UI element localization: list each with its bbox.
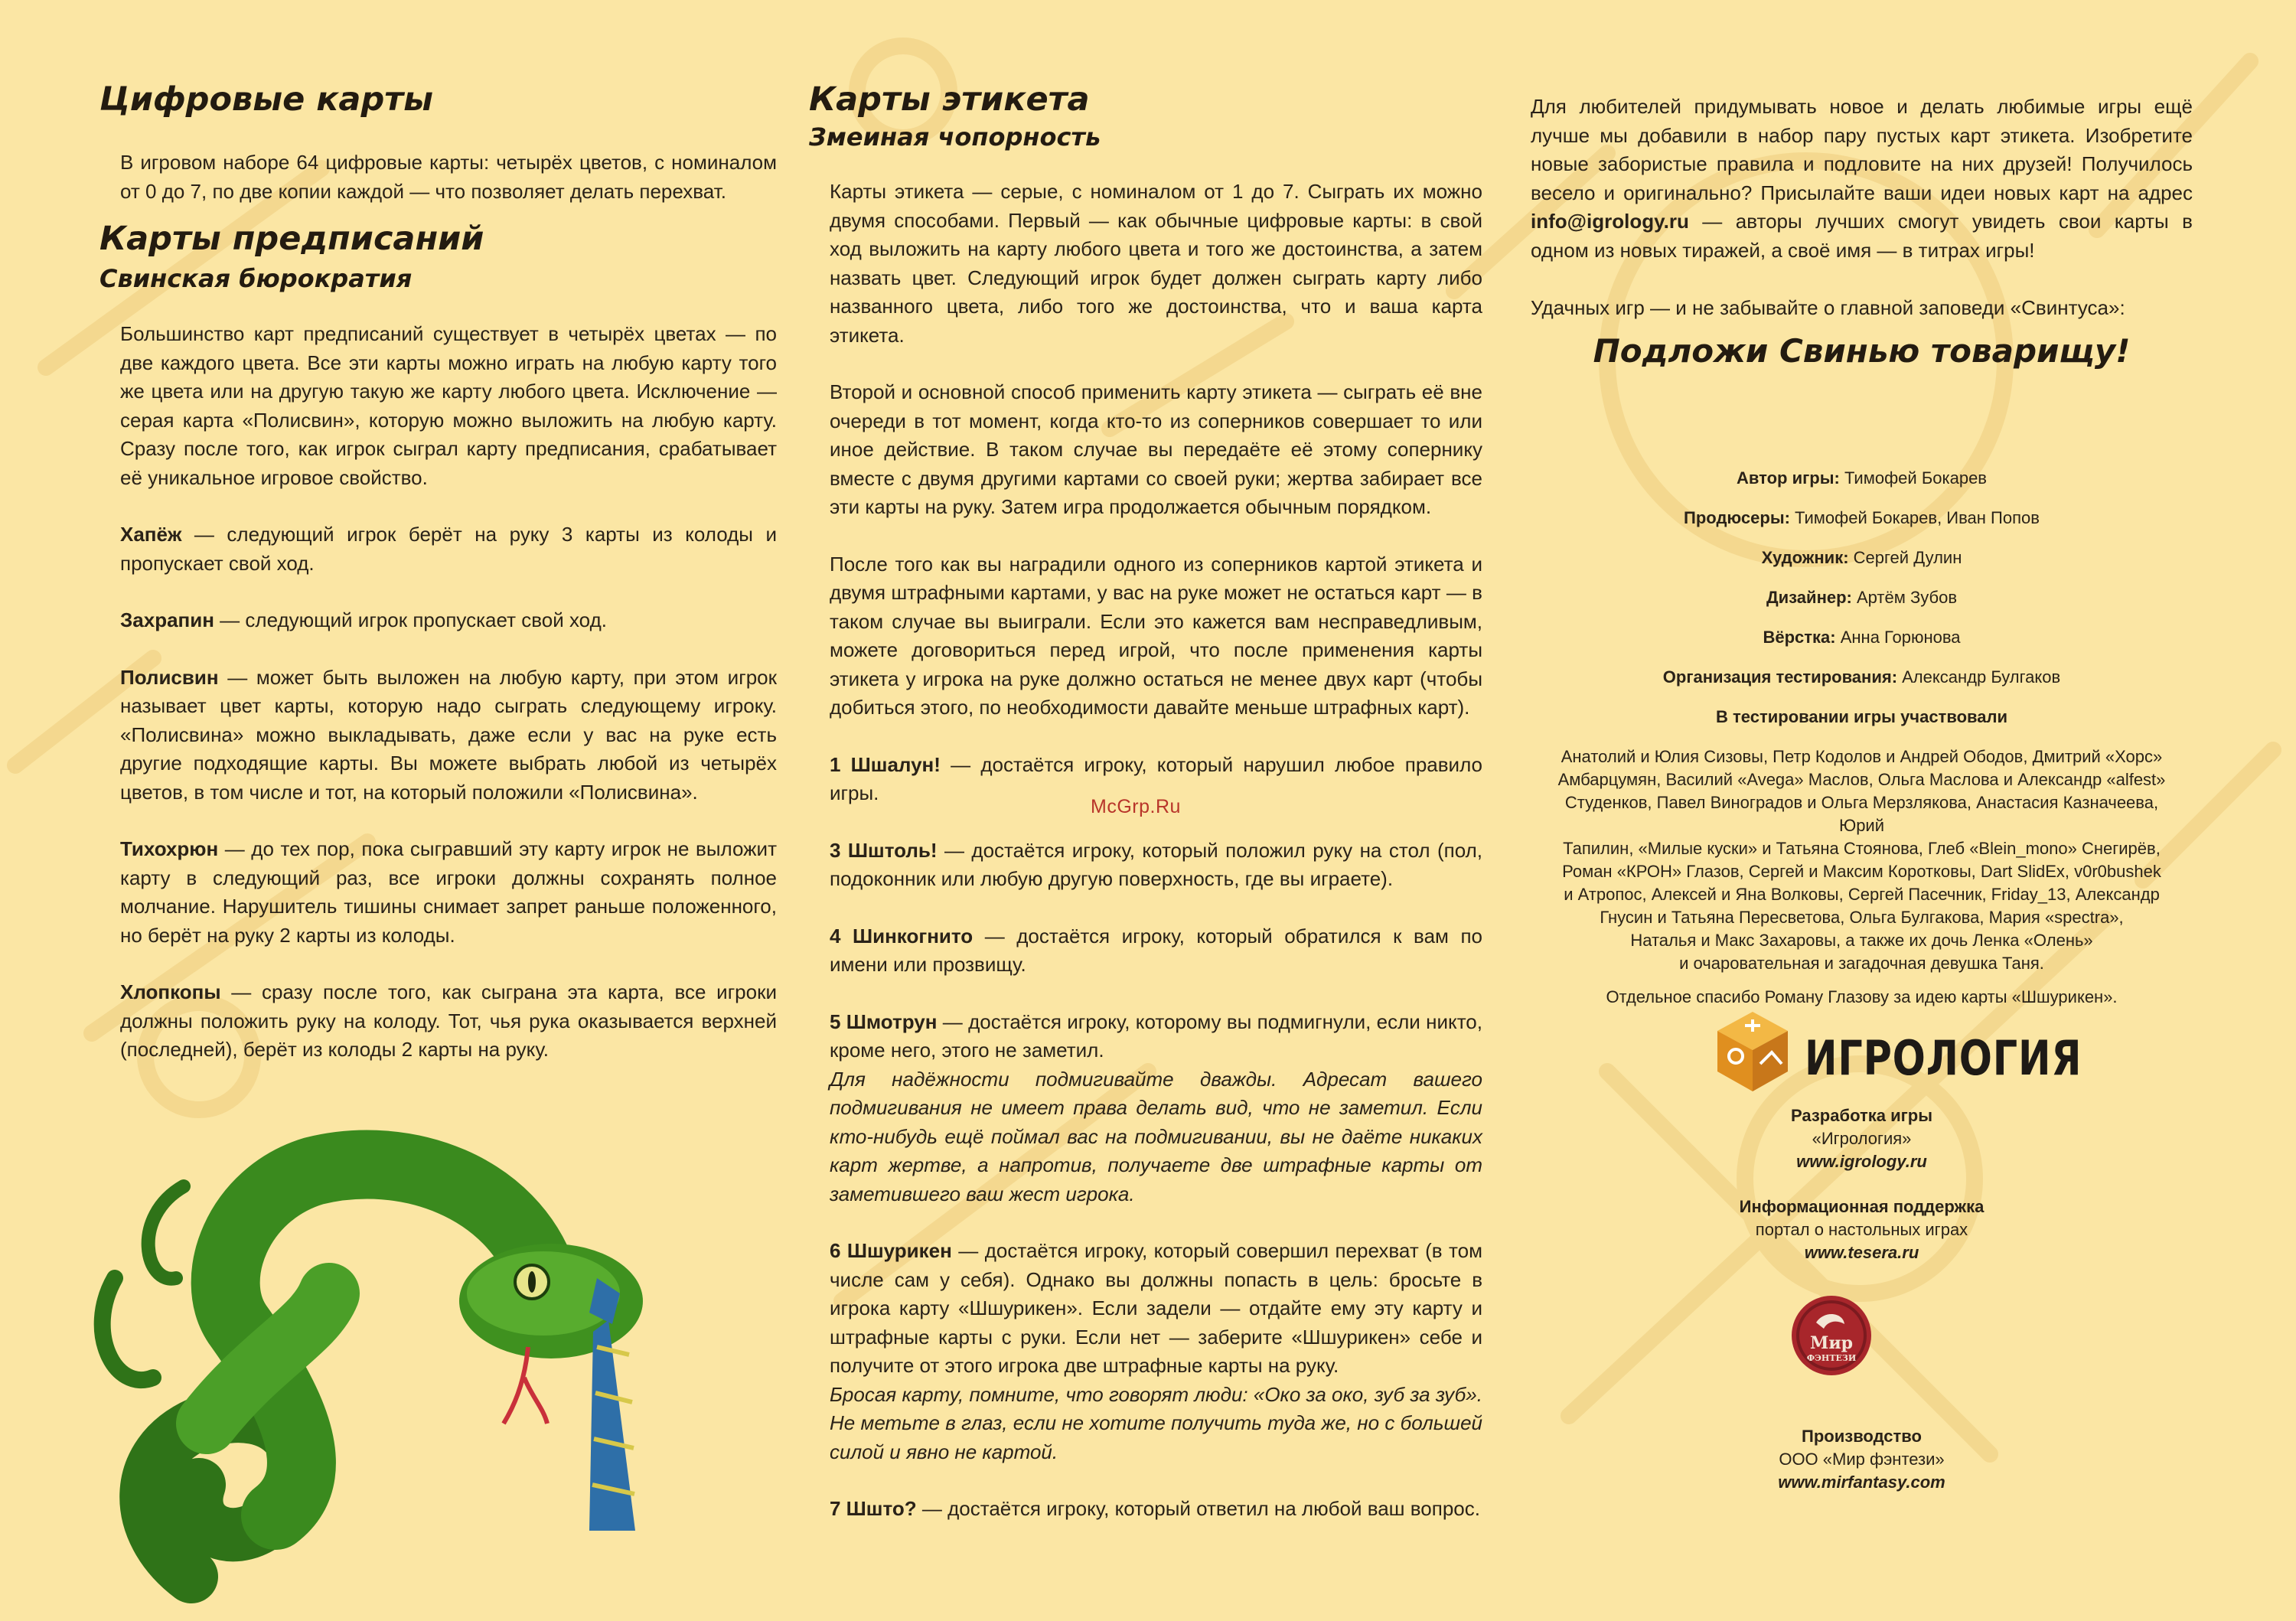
- credit-designer: Дизайнер: Артём Зубов: [1766, 588, 1958, 607]
- mir-fantasy-seal-logo: [1789, 1293, 1874, 1378]
- prescription-text: Большинство карт предписаний существует в четырёх цветах — по две каждого цвета. Все эти карты можно играть на любую карту того же цвета или на другую такую же карту любого цвета. Исключение — серая карта «Полисвин», которую можно выложить на любую карту. Сразу после того, как игрок сыграл карту предписания, срабатывает её уникальное игровое свойство.: [120, 322, 777, 489]
- prescription-cards-subtitle: Свинская бюрократия: [99, 264, 413, 293]
- dice-logo-icon: [1714, 1010, 1791, 1094]
- credit-layout: Вёрстка: Анна Горюнова: [1763, 628, 1961, 647]
- etiquette-card: 6 Шшурикен — достаётся игроку, который совершил перехват (в том числе сам у себя). Однако вы должны попасть в цель: бросьте в игрока карту «Шшурикен». Если задели — отдайте ему эту карту и штрафные карты с руки. Если нет — заберите «Шшурикен» себе и получите от этого игрока две штрафные карты на руку.: [830, 1239, 1482, 1377]
- thanks-text: Отдельное спасибо Роману Глазову за идею карты «Шшурикен».: [1606, 987, 2118, 1006]
- etiquette-cards-subtitle: Змеиная чопорность: [809, 122, 1101, 152]
- developer-block: [1531, 1104, 2193, 1173]
- production-block: [1531, 1425, 2193, 1494]
- etiquette-body: [809, 178, 1482, 1524]
- email-link[interactable]: info@igrology.ru: [1531, 210, 1689, 233]
- etiquette-card-note: Бросая карту, помните, что говорят люди: «Око за око, зуб за зуб». Не метьте в глаз, если не хотите получить туда же, но с большей силой и явно не картой.: [830, 1382, 1482, 1463]
- seal-subtitle: ФЭНТЕЗИ: [1806, 1353, 1857, 1363]
- card-description: Захрапин — следующий игрок пропускает свой ход.: [120, 608, 607, 631]
- etiquette-card: 3 Шштоль! — достаётся игроку, который положил руку на стол (пол, подоконник или любую другую поверхность, где вы играете).: [830, 838, 1482, 890]
- prod-url-link[interactable]: www.mirfantasy.com: [1778, 1473, 1945, 1492]
- prescription-body: [99, 320, 777, 1065]
- etiquette-card: 7 Шшто? — достаётся игроку, который ответил на любой ваш вопрос.: [830, 1497, 1480, 1520]
- etiquette-card-note: Для надёжности подмигивайте дважды. Адресат вашего подмигивания не имеет права делать вид, что не заметил. Если кто-нибудь ещё поймал вас на подмигивании, вы не даёте никаких карт жертве, а напротив, получаете две штрафные карты от заметившего ваш жест игрока.: [830, 1067, 1482, 1205]
- etiquette-second-way: Второй и основной способ применить карту этикета — сыграть её вне очереди в тот момент, когда кто-то из соперников совершает то или иное действие. В таком случае вы передаёте её этому сопернику вместе с двумя другими картами со своей руки; жертва забирает все эти карты на руку. Затем игра продолжается обычным порядком.: [830, 380, 1482, 518]
- testers-list: Анатолий и Юлия Сизовы, Петр Кодолов и Андрей Ободов, Дмитрий «Хорс» Амбарцумян, Василий «Avega» Маслов, Ольга Маслова и Александр «alfest» Студенков, Павел Виноградов и Ольга Мерзлякова, Анастасия Казначеева, Юрий Тапилин, «Милые куски» и Татьяна Стоянова, Глеб «Blein_mono» Снегирёв, Роман «КРОН» Глазов, Сергей и Максим Коротковы, Dart SlidEx, v0r0bushek и Атропос, Алексей и Яна Волковы, Сергей Пасечник, Friday_13, Александр Гнусин и Татьяна Пересветова, Ольга Булгакова, Мария «spectra», Наталья и Макс Захаровы, а также их дочь Ленка «Олень» и очаровательная и загадочная девушка Таня.: [1557, 747, 2166, 973]
- digital-cards-text: В игровом наборе 64 цифровые карты: четырёх цветов, с номиналом от 0 до 7, по две копии каждой — что позволяет делать перехват.: [120, 151, 777, 203]
- seal-title: Мир: [1809, 1333, 1854, 1353]
- info-desc: портал о настольных играх: [1755, 1220, 1968, 1239]
- info-url-link[interactable]: www.tesera.ru: [1804, 1243, 1919, 1262]
- info-support-block: [1531, 1195, 2193, 1264]
- credit-testing: Организация тестирования: Александр Булгаков: [1662, 667, 2061, 687]
- etiquette-third: После того как вы наградили одного из соперников картой этикета и двумя штрафными картами, у вас на руке может не остаться карт — в таком случае вы выиграли. Если это кажется вам несправедливым, можете договориться перед игрой, что после применения карты этикета у игрока на руке должно остаться не менее двух карт (чтобы добиться этого, по необходимости давайте меньше штрафных карт).: [830, 552, 1482, 719]
- igrology-logo: [1714, 1010, 2082, 1094]
- dev-name: «Игрология»: [1812, 1129, 1912, 1148]
- card-description: Хапёж — следующий игрок берёт на руку 3 карты из колоды и пропускает свой ход.: [120, 523, 777, 575]
- digital-cards-title: Цифровые карты: [99, 80, 434, 119]
- motto: Подложи Свинью товарищу!: [1593, 332, 2131, 370]
- credit-producers: Продюсеры: Тимофей Бокарев, Иван Попов: [1684, 508, 2040, 527]
- prescription-cards-title: Карты предписаний: [99, 220, 484, 258]
- snake-illustration: [84, 1102, 666, 1607]
- card-description: Полисвин — может быть выложен на любую карту, при этом игрок называет цвет карты, которую надо сыграть следующему игроку. «Полисвина» можно выкладывать, даже если у вас на руке есть другие подходящие карты. Вы можете выбрать любой из четырёх цветов, в том числе и тот, на который положили «Полисвина».: [120, 665, 777, 804]
- etiquette-card: 5 Шмотрун — достаётся игроку, которому вы подмигнули, если никто, кроме него, этого не заметил.: [830, 1009, 1482, 1062]
- prod-title: Производство: [1802, 1427, 1922, 1446]
- blank-cards-intro: Для любителей придумывать новое и делать любимые игры ещё лучше мы добавили в набор пару пустых карт этикета. Изобретите новые забористые правила и подловите на них друзей! Получилось весело и оригинально? Присылайте ваши идеи новых карт на адрес info@igrology.ru — авторы лучших смогут увидеть свои карты в одном из новых тиражей, а своё имя — в титрах игры!: [1531, 95, 2193, 262]
- dev-title: Разработка игры: [1790, 1106, 1933, 1125]
- wish-text: Удачных игр — и не забывайте о главной заповеди «Свинтуса»:: [1531, 296, 2125, 319]
- prod-name: ООО «Мир фэнтези»: [1779, 1450, 1945, 1469]
- card-description: Тихохрюн — до тех пор, пока сыгравший эту карту игрок не выложит карту в следующий раз, все игроки должны сохранять полное молчание. Нарушитель тишины снимает запрет раньше положенного, но берёт на руку 2 карты из колоды.: [120, 837, 777, 947]
- credit-author: Автор игры: Тимофей Бокарев: [1737, 468, 1987, 488]
- credit-artist: Художник: Сергей Дулин: [1761, 548, 1962, 567]
- credits: [1531, 467, 2193, 1026]
- etiquette-intro: Карты этикета — серые, с номиналом от 1 до 7. Сыграть их можно двумя способами. Первый — как обычные цифровые карты: в свой ход выложить на карту любого цвета и того же достоинства, а затем назвать цвет. Следующий игрок будет должен сыграть карту либо названного цвета, либо того же достоинства, что и ваша карта этикета.: [830, 180, 1482, 347]
- etiquette-card: 4 Шинкогнито — достаётся игроку, который обратился к вам по имени или прозвищу.: [830, 924, 1482, 976]
- card-description: Хлопкопы — сразу после того, как сыграна эта карта, все игроки должны положить руку на колоду. Тот, чья рука оказывается верхней (последней), берёт из колоды 2 карты на руку.: [120, 980, 777, 1061]
- etiquette-card: 1 Шшалун! — достаётся игроку, который нарушил любое правило игры.: [830, 752, 1482, 804]
- logo-text: ИГРОЛОГИЯ: [1805, 1030, 2082, 1086]
- watermark: McGrp.Ru: [1091, 796, 1181, 817]
- dev-url-link[interactable]: www.igrology.ru: [1796, 1152, 1927, 1171]
- testers-title: В тестировании игры участвовали: [1716, 707, 2007, 726]
- info-title: Информационная поддержка: [1739, 1197, 1985, 1216]
- etiquette-cards-title: Карты этикета: [809, 80, 1090, 119]
